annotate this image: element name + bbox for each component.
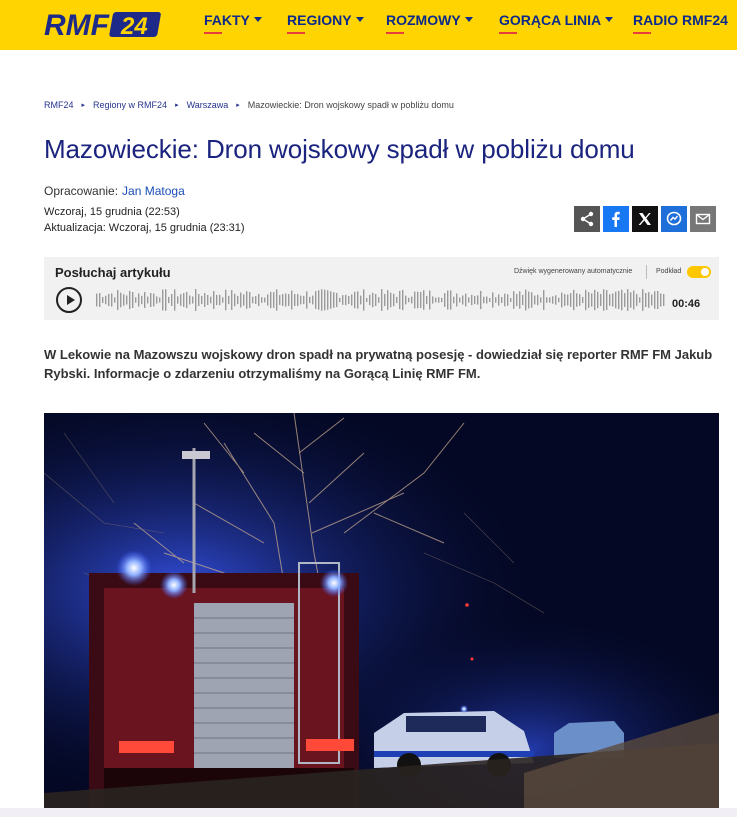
waveform-bar (645, 293, 646, 307)
waveform-bar (156, 296, 157, 303)
waveform-bar (570, 293, 571, 307)
waveform-bar (519, 291, 520, 308)
waveform-bar (288, 294, 289, 306)
waveform-bar (189, 295, 190, 304)
waveform-bar (504, 294, 505, 307)
waveform-bar (210, 297, 211, 304)
author-link[interactable]: Jan Matoga (122, 184, 185, 198)
divider (646, 265, 647, 279)
waveform-bar (621, 290, 622, 310)
waveform-bar (516, 294, 517, 306)
waveform-bar (615, 292, 616, 309)
waveform-bar (360, 296, 361, 305)
background-music-toggle[interactable] (687, 266, 711, 278)
waveform-bar (402, 290, 403, 310)
share-icon (579, 211, 595, 227)
waveform-bar (297, 294, 298, 306)
top-navigation-bar (0, 0, 737, 50)
audio-waveform[interactable] (96, 288, 668, 312)
waveform-bar (408, 298, 409, 302)
waveform-bar (573, 290, 574, 310)
waveform-bar (357, 291, 358, 308)
waveform-bar (501, 297, 502, 303)
waveform-bar (450, 290, 451, 309)
breadcrumb (44, 100, 454, 110)
waveform-bar (117, 290, 118, 310)
waveform-bar (534, 296, 535, 305)
waveform-bar (441, 298, 442, 302)
waveform-bar (663, 294, 664, 306)
waveform-bar (387, 290, 388, 310)
breadcrumb-item-rmf24[interactable]: RMF24 (44, 100, 74, 110)
waveform-bar (177, 296, 178, 303)
waveform-bar (231, 290, 232, 310)
waveform-bar (105, 296, 106, 304)
nav-underline (499, 32, 517, 34)
waveform-bar (240, 293, 241, 308)
waveform-bar (237, 296, 238, 304)
waveform-bar (522, 295, 523, 305)
waveform-bar (576, 293, 577, 307)
facebook-share-button[interactable] (603, 206, 629, 232)
waveform-bar (255, 296, 256, 304)
waveform-bar (474, 296, 475, 304)
waveform-bar (279, 295, 280, 305)
waveform-bar (399, 291, 400, 309)
waveform-bar (513, 291, 514, 309)
waveform-bar (537, 295, 538, 305)
byline (44, 184, 185, 198)
waveform-bar (192, 296, 193, 303)
waveform-bar (102, 297, 103, 303)
waveform-bar (135, 297, 136, 302)
waveform-bar (285, 294, 286, 307)
waveform-bar (198, 294, 199, 306)
waveform-bar (525, 290, 526, 311)
waveform-bar (108, 294, 109, 306)
waveform-bar (603, 289, 604, 310)
waveform-bar (141, 296, 142, 304)
waveform-bar (114, 297, 115, 302)
waveform-bar (453, 297, 454, 304)
waveform-bar (564, 294, 565, 306)
waveform-bar (498, 294, 499, 305)
waveform-bar (591, 294, 592, 307)
waveform-bar (321, 289, 322, 310)
waveform-bar (420, 292, 421, 308)
waveform-bar (315, 291, 316, 309)
waveform-bar (381, 289, 382, 311)
waveform-bar (393, 294, 394, 306)
waveform-bar (216, 295, 217, 305)
waveform-bar (258, 294, 259, 306)
waveform-bar (555, 295, 556, 304)
waveform-bar (468, 297, 469, 302)
waveform-bar (435, 298, 436, 303)
waveform-bar (183, 293, 184, 307)
rmf24-logo[interactable] (44, 8, 164, 40)
waveform-bar (411, 297, 412, 304)
audio-player (44, 257, 719, 320)
byline-label: Opracowanie: (44, 184, 119, 198)
waveform-bar (186, 292, 187, 308)
waveform-bar (165, 289, 166, 310)
waveform-bar (624, 293, 625, 307)
waveform-bar (162, 290, 163, 311)
waveform-bar (312, 296, 313, 305)
waveform-bar (252, 297, 253, 303)
waveform-bar (378, 297, 379, 303)
waveform-bar (444, 293, 445, 307)
nav-fakty[interactable]: FAKTY (204, 12, 262, 28)
nav-goraca-linia[interactable]: GORĄCA LINIA (499, 12, 613, 28)
waveform-bar (543, 290, 544, 310)
generated-audio-note: Dźwięk wygenerowany automatycznie (514, 268, 633, 275)
waveform-bar (228, 296, 229, 304)
breadcrumb-item-current: Mazowieckie: Dron wojskowy spadł w pobliżu domu (247, 100, 454, 110)
breadcrumb-item-warszawa[interactable]: Warszawa (186, 100, 229, 110)
nav-radio-rmf24[interactable]: RADIO RMF24 (633, 12, 728, 28)
waveform-bar (234, 294, 235, 306)
waveform-bar (123, 294, 124, 305)
waveform-bar (348, 296, 349, 304)
waveform-bar (639, 297, 640, 302)
updated-date: Aktualizacja: Wczoraj, 15 grudnia (23:31) (44, 222, 245, 234)
waveform-bar (384, 294, 385, 306)
messenger-icon (666, 211, 682, 227)
waveform-bar (414, 292, 415, 309)
waveform-bar (294, 294, 295, 306)
player-title: Posłuchaj artykułu (55, 265, 171, 280)
article-lead: W Lekowie na Mazowszu wojskowy dron spadł na prywatną posesję - dowiedział się reporter RMF FM Jakub Rybski. Informacje o zdarzeniu otrzymaliśmy na Gorącą Linię RMF FM. (44, 347, 713, 381)
waveform-bar (651, 294, 652, 305)
waveform-bar (159, 298, 160, 303)
waveform-bar (561, 293, 562, 308)
waveform-bar (585, 290, 586, 310)
waveform-bar (528, 292, 529, 309)
waveform-bar (222, 297, 223, 302)
waveform-bar (510, 298, 511, 302)
breadcrumb-item-regiony[interactable]: Regiony w RMF24 (93, 100, 168, 110)
waveform-bar (660, 293, 661, 306)
waveform-bar (609, 294, 610, 305)
waveform-bar (204, 293, 205, 307)
facebook-icon (608, 211, 624, 227)
waveform-bar (276, 289, 277, 310)
waveform-bar (150, 293, 151, 307)
waveform-bar (168, 297, 169, 303)
waveform-bar (153, 294, 154, 307)
mail-icon (695, 211, 711, 227)
nav-underline (287, 32, 305, 34)
waveform-bar (390, 293, 391, 308)
waveform-bar (486, 297, 487, 304)
toggle-knob (701, 268, 709, 276)
nav-rozmowy[interactable]: ROZMOWY (386, 12, 473, 28)
waveform-bar (579, 294, 580, 306)
chevron-right-icon: ▸ (236, 102, 240, 109)
waveform-bar (264, 298, 265, 303)
svg-text:RMF: RMF (44, 9, 109, 40)
waveform-bar (459, 298, 460, 303)
waveform-bar (207, 295, 208, 305)
waveform-bar (213, 291, 214, 309)
waveform-bar (129, 291, 130, 309)
waveform-bar (531, 292, 532, 308)
waveform-bar (606, 290, 607, 310)
waveform-bar (261, 297, 262, 303)
waveform-bar (657, 291, 658, 309)
waveform-bar (492, 292, 493, 307)
waveform-bar (567, 295, 568, 306)
nav-underline (204, 32, 222, 34)
waveform-bar (363, 289, 364, 310)
waveform-bar (144, 292, 145, 308)
waveform-bar (300, 296, 301, 305)
waveform-bar (558, 298, 559, 303)
chevron-down-icon (254, 17, 262, 22)
waveform-bar (630, 292, 631, 307)
waveform-bar (111, 293, 112, 306)
waveform-bar (489, 298, 490, 302)
waveform-bar (354, 292, 355, 308)
waveform-bar (225, 290, 226, 311)
waveform-bar (495, 297, 496, 303)
waveform-bar (120, 293, 121, 308)
nav-underline (633, 32, 651, 34)
waveform-bar (372, 293, 373, 308)
waveform-bar (369, 295, 370, 305)
nav-regiony[interactable]: REGIONY (287, 12, 364, 28)
waveform-bar (396, 297, 397, 303)
waveform-bar (342, 295, 343, 305)
waveform-bar (546, 297, 547, 302)
waveform-bar (462, 295, 463, 304)
waveform-bar (249, 292, 250, 308)
page-title: Mazowieckie: Dron wojskowy spadł w pobliżu domu (44, 134, 635, 164)
waveform-bar (549, 297, 550, 302)
waveform-bar (366, 298, 367, 302)
waveform-bar (243, 294, 244, 305)
article-photo[interactable] (44, 413, 719, 808)
background-music-label: Podkład (656, 268, 682, 275)
chevron-right-icon: ▸ (175, 102, 179, 109)
published-date: Wczoraj, 15 grudnia (22:53) (44, 206, 180, 218)
waveform-bar (174, 289, 175, 310)
chevron-down-icon (465, 17, 473, 22)
waveform-bar (582, 297, 583, 303)
waveform-bar (627, 289, 628, 311)
waveform-bar (96, 294, 97, 307)
waveform-bar (180, 294, 181, 306)
waveform-bar (267, 294, 268, 305)
play-icon (67, 295, 75, 305)
waveform-bar (426, 296, 427, 304)
waveform-bar (324, 290, 325, 311)
waveform-bar (642, 289, 643, 311)
waveform-bar (612, 294, 613, 307)
waveform-bar (99, 293, 100, 307)
waveform-bar (201, 296, 202, 304)
waveform-bar (138, 294, 139, 307)
svg-text:24: 24 (121, 13, 148, 40)
waveform-bar (351, 294, 352, 305)
x-icon (637, 211, 653, 227)
waveform-bar (282, 294, 283, 306)
chevron-right-icon: ▸ (81, 102, 86, 109)
waveform-bar (339, 298, 340, 302)
messenger-share-button[interactable] (661, 206, 687, 232)
waveform-bar (309, 297, 310, 303)
chevron-down-icon (605, 17, 613, 22)
waveform-bar (636, 294, 637, 306)
bottom-strip (0, 808, 737, 817)
waveform-bar (303, 296, 304, 304)
waveform-bar (552, 296, 553, 303)
x-share-button[interactable] (632, 206, 658, 232)
waveform-bar (456, 294, 457, 307)
waveform-bar (345, 295, 346, 305)
waveform-bar (273, 292, 274, 308)
play-button[interactable] (56, 287, 82, 313)
waveform-bar (327, 290, 328, 309)
waveform-bar (633, 291, 634, 310)
waveform-bar (588, 292, 589, 308)
waveform-bar (507, 294, 508, 305)
waveform-bar (405, 296, 406, 305)
share-button[interactable] (574, 206, 600, 232)
waveform-bar (597, 292, 598, 308)
waveform-bar (594, 290, 595, 310)
waveform-bar (477, 295, 478, 304)
audio-duration: 00:46 (672, 298, 701, 310)
waveform-bar (438, 297, 439, 302)
waveform-bar (540, 297, 541, 302)
waveform-bar (132, 292, 133, 308)
waveform-bar (291, 290, 292, 309)
waveform-bar (330, 291, 331, 308)
mail-share-button[interactable] (690, 206, 716, 232)
waveform-bar (471, 295, 472, 305)
waveform-bar (270, 292, 271, 308)
waveform-bar (219, 295, 220, 305)
waveform-bar (318, 290, 319, 309)
waveform-bar (375, 294, 376, 306)
waveform-bar (654, 291, 655, 309)
chevron-down-icon (356, 17, 364, 22)
waveform-bar (465, 294, 466, 307)
waveform-bar (417, 292, 418, 309)
waveform-bar (246, 291, 247, 309)
waveform-bar (600, 294, 601, 306)
waveform-bar (618, 291, 619, 309)
waveform-bar (336, 293, 337, 307)
waveform-bar (648, 292, 649, 308)
nav-underline (386, 32, 404, 34)
waveform-bar (126, 295, 127, 304)
waveform-bar (423, 290, 424, 310)
waveform-bar (447, 291, 448, 310)
waveform-bar (171, 294, 172, 306)
waveform-bar (480, 291, 481, 309)
waveform-bar (429, 291, 430, 310)
waveform-bar (432, 296, 433, 303)
waveform-bar (195, 289, 196, 311)
waveform-bar (333, 292, 334, 308)
waveform-bar (147, 297, 148, 304)
waveform-bar (483, 297, 484, 303)
waveform-bar (306, 291, 307, 308)
